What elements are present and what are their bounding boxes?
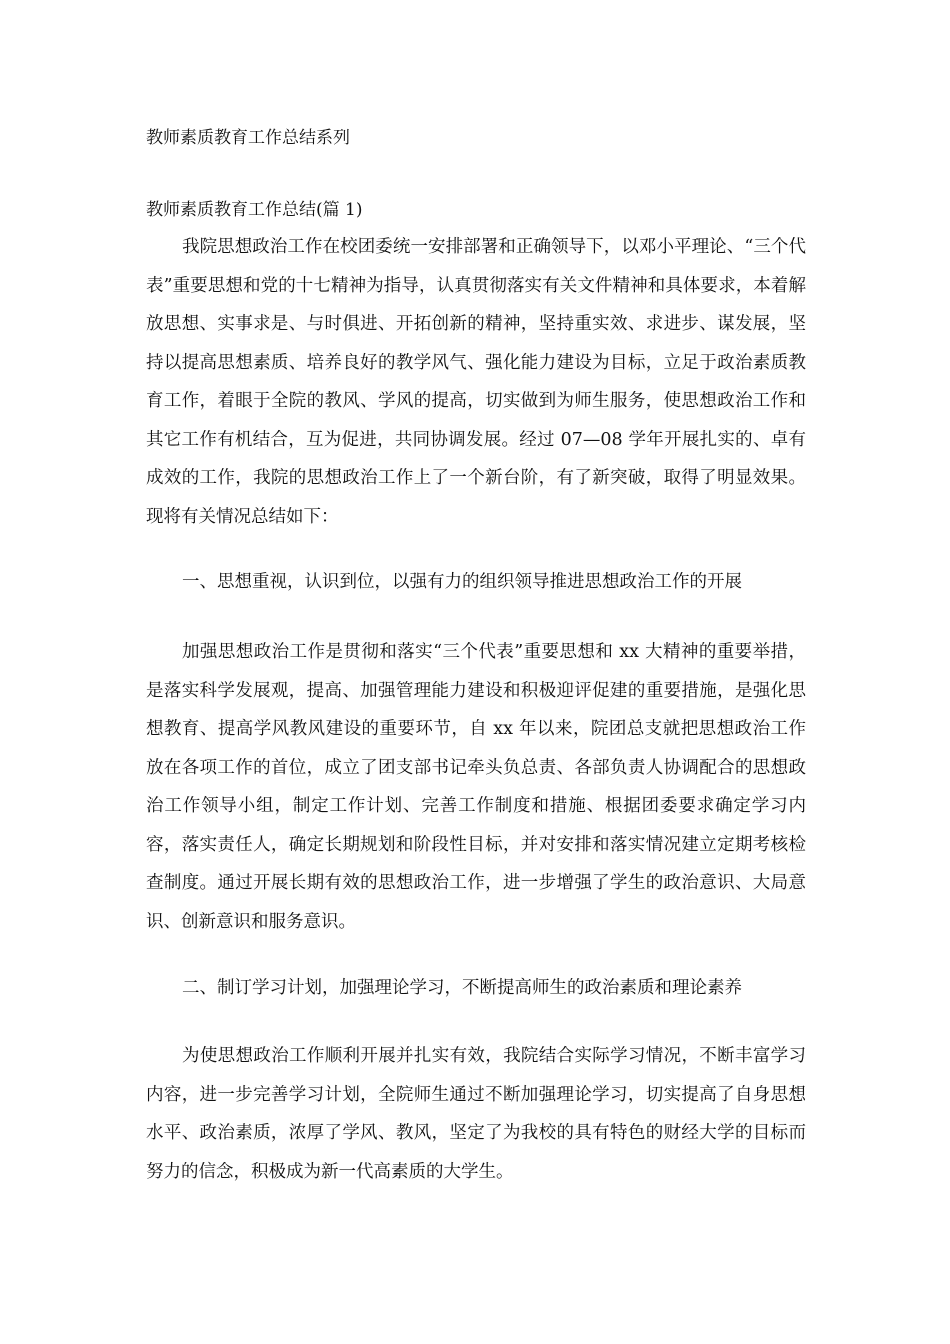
section-heading-2: 二、制订学习计划，加强理论学习，不断提高师生的政治素质和理论素养	[182, 978, 742, 998]
section-heading-1: 一、思想重视，认识到位，以强有力的组织领导推进思想政治工作的开展	[182, 572, 742, 592]
document-title: 教师素质教育工作总结系列	[146, 128, 350, 148]
paragraph-section-1: 加强思想政治工作是贯彻和落实“三个代表”重要思想和 xx 大精神的重要举措，是落实科学发展观，提高、加强管理能力建设和积极迎评促建的重要措施，是强化思想教育、提高学风教风建设的重要环节，自 xx 年以来，院团总支就把思想政治工作放在各项工作的首位，成立了团支部书记牵头负总责、各部负责人协调配合的思想政治工作领导小组，制定工作计划、完善工作制度和措施、根据团委要求确定学习内容，落实责任人，确定长期规划和阶段性目标，并对安排和落实情况建立定期考核检查制度。通过开展长期有效的思想政治工作，进一步增强了学生的政治意识、大局意识、创新意识和服务意识。	[146, 642, 806, 932]
paragraph-intro: 我院思想政治工作在校团委统一安排部署和正确领导下，以邓小平理论、“三个代表”重要思想和党的十七精神为指导，认真贯彻落实有关文件精神和具体要求，本着解放思想、实事求是、与时俱进、开拓创新的精神，坚持重实效、求进步、谋发展，坚持以提高思想素质、培养良好的教学风气、强化能力建设为目标，立足于政治素质教育工作，着眼于全院的教风、学风的提高，切实做到为师生服务，使思想政治工作和其它工作有机结合，互为促进，共同协调发展。经过 07—08 学年开展扎实的、卓有成效的工作，我院的思想政治工作上了一个新台阶，有了新突破，取得了明显效果。现将有关情况总结如下：	[146, 237, 806, 527]
paragraph-section-2: 为使思想政治工作顺利开展并扎实有效，我院结合实际学习情况，不断丰富学习内容，进一步完善学习计划，全院师生通过不断加强理论学习，切实提高了自身思想水平、政治素质，浓厚了学风、教风，坚定了为我校的具有特色的财经大学的目标而努力的信念，积极成为新一代高素质的大学生。	[146, 1046, 806, 1182]
document-subtitle: 教师素质教育工作总结(篇 1)	[146, 200, 363, 220]
